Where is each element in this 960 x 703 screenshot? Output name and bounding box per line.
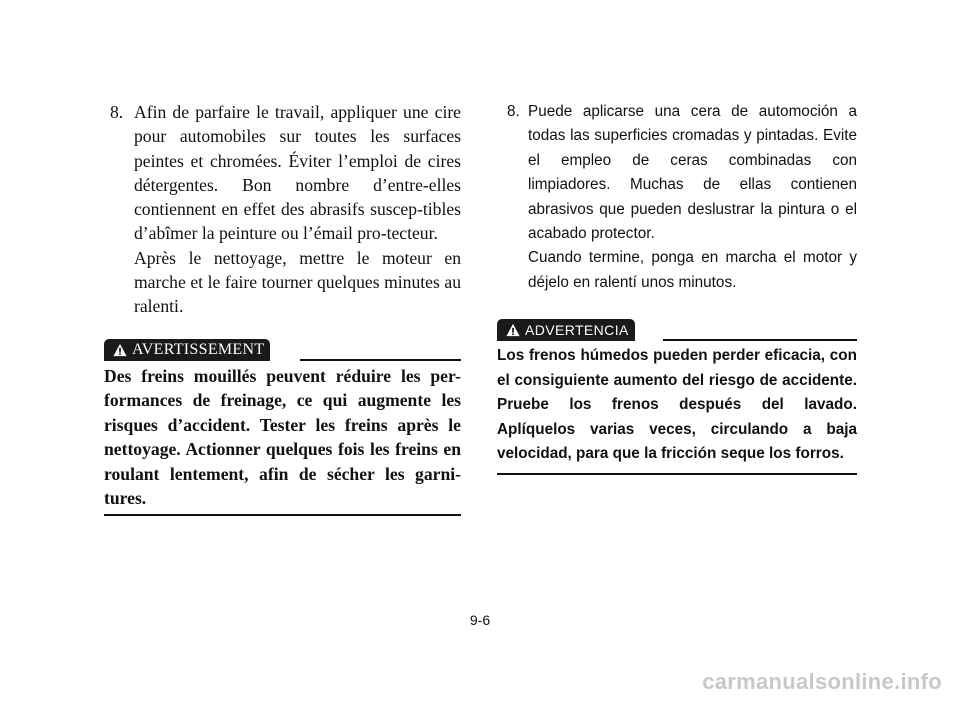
step-8-fr	[104, 100, 461, 319]
warning-header-es	[497, 319, 857, 341]
warning-text-es: Los frenos húmedos pueden perder eficacia, con el consiguiente aumento del riesgo de accidente. Pruebe los frenos después del lavado. Aplíquelos varias veces, circulando a baja velocidad, para que la fricción seque los forros.	[497, 347, 857, 463]
warning-label-text: AVERTISSEMENT	[132, 340, 265, 358]
warning-triangle-icon	[506, 323, 520, 337]
spanish-column	[497, 100, 857, 475]
warning-rule-top	[663, 339, 857, 341]
warning-text-fr: Des freins mouillés peuvent réduire les per-formances de freinage, ce qui augmente les risques d’accident. Tester les freins après le nettoyage. Actionner quelques fois les freins en roulant lentement, afin de sécher les garni-tures.	[104, 365, 461, 509]
warning-label-es	[497, 319, 635, 341]
warning-rule-top	[300, 359, 461, 361]
french-column	[104, 100, 461, 516]
warning-rule-bottom	[104, 514, 461, 516]
warning-triangle-icon	[113, 343, 127, 357]
step-number: 8.	[507, 103, 520, 120]
watermark: carmanualsonline.info	[702, 669, 942, 694]
warning-rule-bottom	[497, 473, 857, 475]
warning-label-fr	[104, 339, 270, 361]
warning-header-fr	[104, 339, 461, 361]
step-paragraph-1: Afin de parfaire le travail, appliquer une cire pour automobiles sur toutes les surfaces peintes et chromées. Éviter l’emploi de cires détergentes. Bon nombre d’entre-elles contiennent en effet des abrasifs suscep-tibles d’abîmer la peinture ou l’émail pro-tecteur.	[134, 102, 461, 244]
step-number: 8.	[110, 102, 124, 122]
page-number: 9-6	[469, 612, 491, 628]
step-8-es	[497, 100, 857, 295]
step-paragraph-2: Cuando termine, ponga en marcha el motor y déjelo en ralentí unos minutos.	[528, 249, 857, 291]
warning-label-text: ADVERTENCIA	[525, 322, 629, 339]
step-paragraph-1: Puede aplicarse una cera de automoción a todas las superficies cromadas y pintadas. Evite el empleo de ceras combinadas con limpiadores. Muchas de ellas contienen abrasivos que pueden deslustrar la pintura o el acabado protector.	[528, 103, 857, 243]
step-paragraph-2: Après le nettoyage, mettre le moteur en marche et le faire tourner quelques minutes au ralenti.	[134, 247, 461, 317]
